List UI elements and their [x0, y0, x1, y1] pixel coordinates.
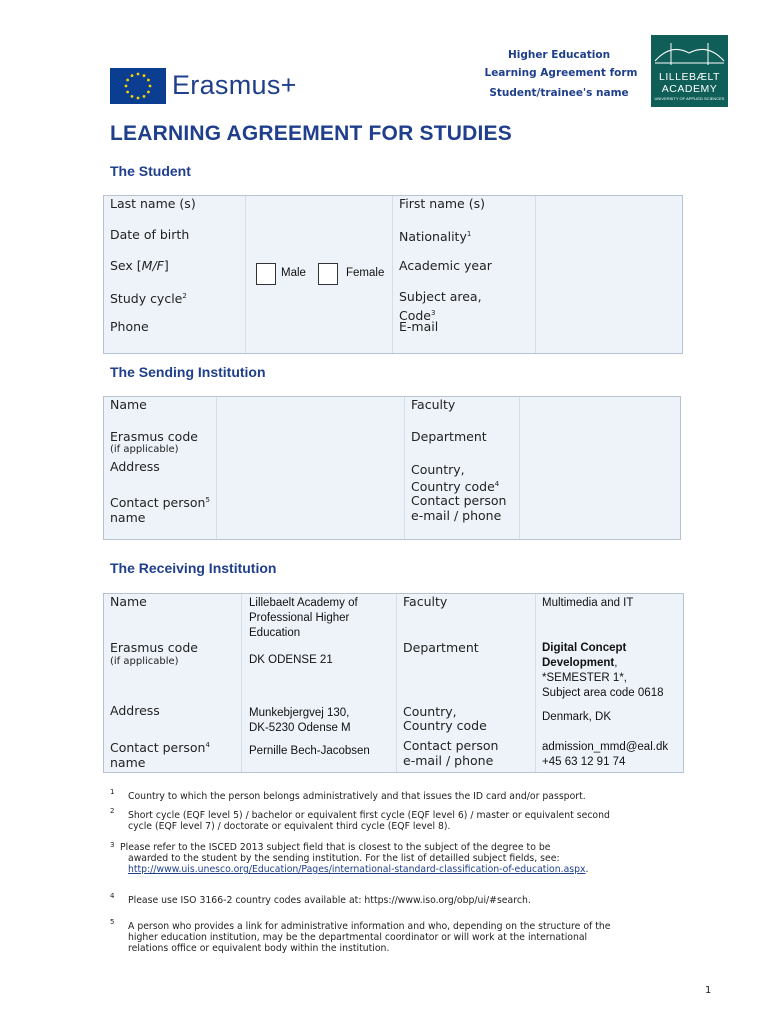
receiving-department-line-3: *SEMESTER 1*,: [542, 672, 627, 684]
footnote-3-line-2: awarded to the student by the sending institution. For the list of detailled subject fields, see:: [128, 853, 560, 864]
footnote-5-number: 5: [110, 918, 115, 926]
receiving-department-value: [542, 641, 663, 701]
bridge-icon: [651, 39, 728, 67]
sending-contact-email-label: [411, 493, 506, 523]
receiving-contact-name-text: name: [110, 755, 146, 771]
receiving-contact2-text: Contact person: [403, 738, 499, 753]
receiving-department-comma: ,: [614, 657, 618, 669]
sending-department-label: Department: [411, 429, 487, 444]
receiving-contact-sup: 4: [205, 741, 210, 749]
student-heading: The Student: [110, 163, 191, 179]
footnote-2-line-2: cycle (EQF level 7) / doctorate or equivalent third cycle (EQF level 8).: [128, 821, 451, 832]
male-checkbox[interactable]: [256, 263, 276, 285]
nationality-sup: 1: [466, 229, 472, 238]
receiving-erasmus-code-value: DK ODENSE 21: [249, 654, 333, 666]
receiving-department-label: Department: [403, 640, 479, 655]
footnote-2-line-1: Short cycle (EQF level 5) / bachelor or equivalent first cycle (EQF level 6) / master or equivalent second: [128, 810, 610, 821]
sending-country-code-sup: 4: [494, 480, 500, 488]
code-sup: 3: [431, 309, 436, 317]
receiving-email-phone-text: e-mail / phone: [403, 753, 494, 768]
male-label: Male: [281, 267, 306, 279]
receiving-erasmus-code-label: Erasmus code: [110, 640, 198, 655]
sending-if-applicable: (if applicable): [110, 444, 179, 455]
nationality-label: [399, 229, 471, 244]
sending-contact-label: [110, 493, 210, 525]
header-line-2: Learning Agreement form: [484, 67, 638, 79]
footnote-2-number: 2: [110, 807, 115, 815]
first-name-label: First name (s): [399, 196, 485, 211]
sending-country-label: [411, 462, 499, 494]
footnote-1-text: Country to which the person belongs administratively and that issues the ID card and/or passport.: [128, 791, 586, 802]
receiving-address-line-1: Munkebjergvej 130,: [249, 707, 350, 719]
receiving-name-line-1: Lillebaelt Academy of: [249, 597, 358, 609]
sex-text: Sex [: [110, 258, 142, 273]
sending-email-phone-text: e-mail / phone: [411, 508, 502, 523]
sending-contact2-text: Contact person: [411, 493, 507, 508]
footnote-5-line-1: A person who provides a link for administrative information and who, depending on the structure of the: [128, 921, 611, 932]
academic-year-label: Academic year: [399, 258, 492, 273]
nationality-text: Nationality: [399, 229, 467, 244]
page-title: LEARNING AGREEMENT FOR STUDIES: [110, 122, 512, 145]
receiving-name-label: Name: [110, 594, 147, 609]
phone-label: Phone: [110, 319, 149, 334]
footnote-3-number: 3: [110, 841, 115, 849]
female-label: Female: [346, 267, 385, 279]
academy-logo: [651, 35, 728, 107]
footnote-2-text: [128, 810, 688, 832]
sending-name-label: Name: [110, 397, 147, 412]
footnote-3-after: .: [585, 864, 589, 875]
female-checkbox[interactable]: [318, 263, 338, 285]
receiving-name-value: [249, 596, 358, 641]
sending-contact-sup: 5: [205, 496, 210, 504]
receiving-faculty-label: Faculty: [403, 594, 448, 609]
receiving-country-label: [403, 705, 487, 733]
erasmus-logo: [110, 68, 300, 104]
sending-heading: The Sending Institution: [110, 364, 266, 380]
receiving-country-text: Country,: [403, 704, 457, 719]
receiving-country-value: Denmark, DK: [542, 711, 612, 723]
isced-link[interactable]: http://www.uis.unesco.org/Education/Pages/international-standard-classification-of-education.aspx: [128, 864, 586, 875]
header-line-3: Student/trainee's name: [489, 87, 629, 99]
academy-logo-line-1: LILLEBÆLT: [659, 71, 720, 83]
footnote-5-text: [128, 921, 680, 954]
receiving-phone-value: +45 63 12 91 74: [542, 756, 626, 768]
sending-erasmus-code-label: Erasmus code: [110, 429, 198, 444]
sending-address-label: Address: [110, 459, 160, 474]
sex-end: ]: [163, 258, 169, 273]
study-cycle-sup: 2: [182, 291, 187, 300]
footnote-1-number: 1: [110, 788, 115, 796]
receiving-contact-text: Contact person: [110, 740, 206, 756]
sending-box: [103, 396, 681, 540]
sending-faculty-label: Faculty: [411, 397, 456, 412]
study-cycle-label: [110, 291, 187, 306]
page-number: 1: [705, 985, 712, 996]
receiving-email-value: admission_mmd@eal.dk: [542, 741, 669, 753]
email-label: E-mail: [399, 319, 439, 334]
receiving-country-code-text: Country code: [403, 718, 487, 733]
footnote-5-line-3: relations office or equivalent body within the institution.: [128, 943, 390, 954]
footnote-3-line-1: Please refer to the ISCED 2013 subject field that is closest to the subject of the degree to be: [120, 842, 551, 853]
receiving-address-value: [249, 706, 351, 736]
sending-contact-text: Contact person: [110, 495, 206, 511]
receiving-address-label: Address: [110, 703, 160, 718]
receiving-contact-person-value: Pernille Bech-Jacobsen: [249, 745, 370, 757]
receiving-contact-email-value: [542, 740, 668, 770]
receiving-contact-email-label: [403, 738, 498, 768]
receiving-name-line-3: Education: [249, 627, 301, 639]
dob-label: Date of birth: [110, 227, 190, 242]
study-cycle-text: Study cycle: [110, 291, 183, 306]
subject-area-text: Subject area,: [399, 289, 482, 304]
code-text: Code: [399, 308, 432, 324]
receiving-faculty-value: Multimedia and IT: [542, 597, 634, 609]
header-line-1: Higher Education: [507, 49, 611, 61]
receiving-if-applicable: (if applicable): [110, 656, 179, 667]
footnote-4-text: Please use ISO 3166-2 country codes available at: https://www.iso.org/obp/ui/#search.: [128, 895, 531, 906]
receiving-address-line-2: DK-5230 Odense M: [249, 722, 351, 734]
sending-contact-name-text: name: [110, 510, 146, 526]
receiving-department-line-4: Subject area code 0618: [542, 687, 664, 699]
eu-flag-icon: [110, 68, 166, 104]
academy-logo-line-3: UNIVERSITY OF APPLIED SCIENCES: [654, 96, 725, 101]
footnote-4-number: 4: [110, 892, 115, 900]
receiving-department-bold-2: Development: [542, 657, 615, 669]
sending-country-text: Country,: [411, 462, 465, 477]
footnote-3-text: [120, 842, 695, 875]
last-name-label: Last name (s): [110, 196, 196, 211]
academy-logo-line-2: ACADEMY: [661, 83, 718, 95]
erasmus-logo-text: Erasmus+: [172, 70, 297, 100]
receiving-heading: The Receiving Institution: [110, 560, 277, 576]
receiving-box: [103, 593, 684, 773]
receiving-name-line-2: Professional Higher: [249, 612, 350, 624]
student-box: [103, 195, 683, 354]
sex-label: [110, 258, 169, 273]
receiving-department-bold-1: Digital Concept: [542, 642, 627, 654]
receiving-contact-label: [110, 738, 210, 770]
footnote-5-line-2: higher education institution, may be the departmental coordinator or will work at the international: [128, 932, 588, 943]
sex-mf: M/F: [141, 258, 164, 273]
sending-country-code-text: Country code: [411, 479, 495, 495]
